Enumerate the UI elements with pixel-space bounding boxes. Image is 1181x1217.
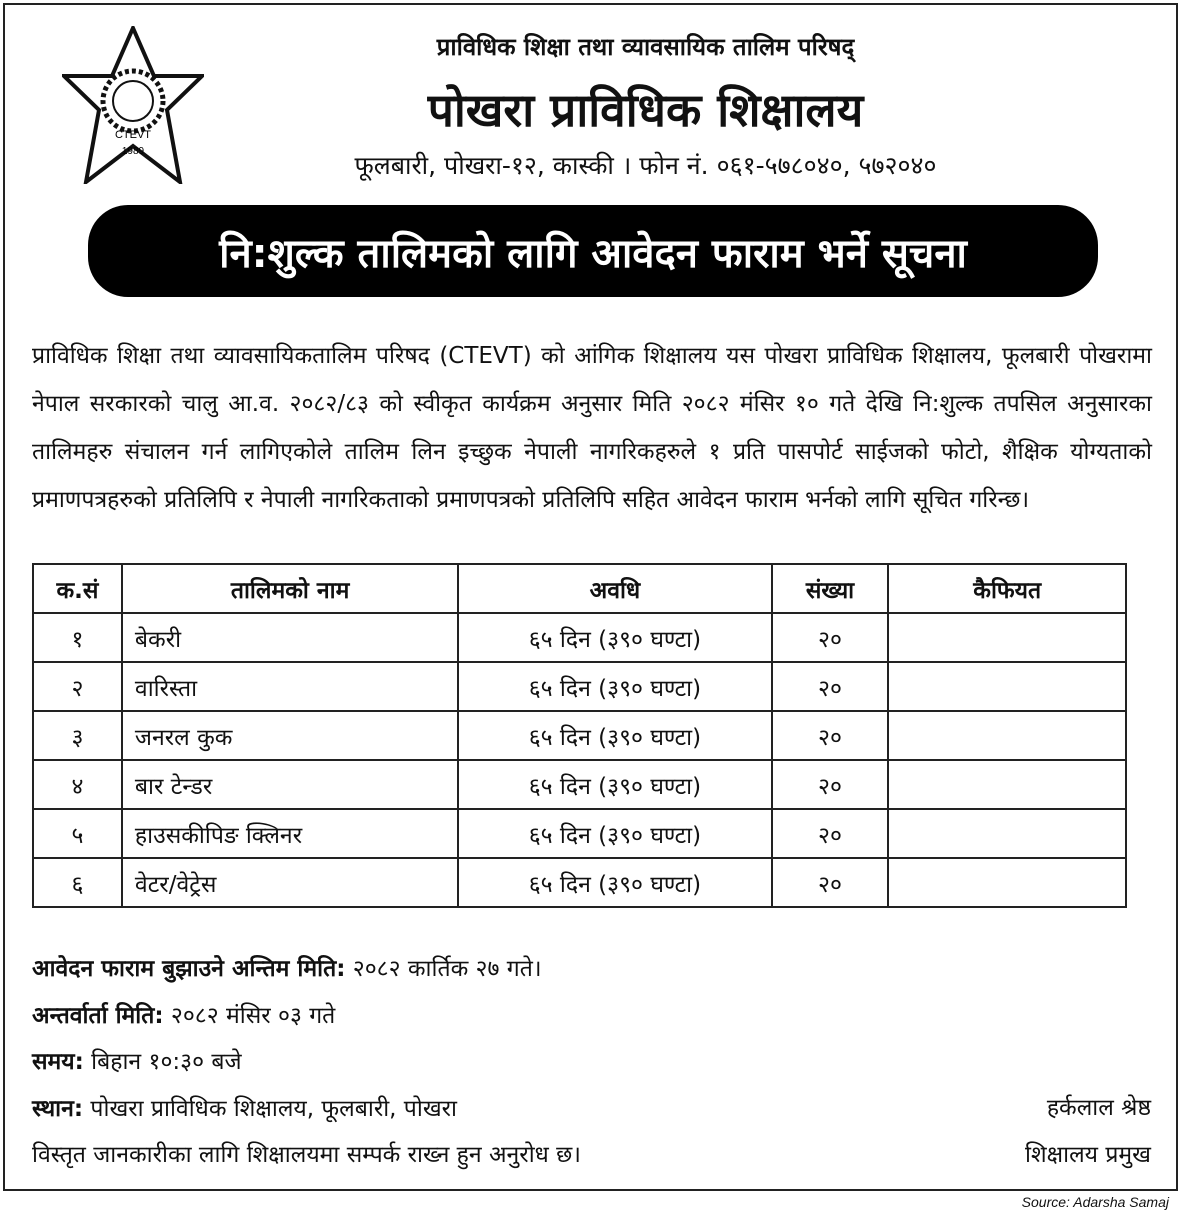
row-remarks	[888, 858, 1126, 907]
contact-line: विस्तृत जानकारीका लागि शिक्षालयमा सम्पर्क राख्न हुन अनुरोध छ।	[32, 1142, 581, 1168]
deadline-value: २०८२ कार्तिक २७ गते।	[345, 956, 542, 982]
row-sn: २	[33, 662, 122, 711]
table-header-row	[33, 564, 1126, 613]
row-duration: ६५ दिन (३९० घण्टा)	[458, 662, 771, 711]
row-duration: ६५ दिन (३९० घण्टा)	[458, 613, 771, 662]
deadline-line	[32, 946, 581, 993]
signatory-name: हर्कलाल श्रेष्ठ	[1046, 1095, 1151, 1121]
table-row	[33, 858, 1126, 907]
training-table	[32, 563, 1127, 908]
row-sn: ३	[33, 711, 122, 760]
time-value: बिहान १०:३० बजे	[83, 1049, 242, 1075]
row-sn: ६	[33, 858, 122, 907]
row-sn: ५	[33, 809, 122, 858]
place-label: स्थान:	[32, 1095, 84, 1122]
place-value: पोखरा प्राविधिक शिक्षालय, फूलबारी, पोखरा	[83, 1095, 457, 1122]
notice-title	[88, 205, 1098, 297]
row-count: २०	[772, 613, 889, 662]
interview-label: अन्तर्वार्ता मिति:	[32, 1002, 164, 1029]
council-name: प्राविधिक शिक्षा तथा व्यावसायिक तालिम परिषद्	[436, 33, 855, 61]
row-count: २०	[772, 760, 889, 809]
row-duration: ६५ दिन (३९० घण्टा)	[458, 760, 771, 809]
school-address: फूलबारी, पोखरा-१२, कास्की । फोन नं. ०६१-५७८०४०, ५७२०४०	[354, 151, 937, 180]
col-duration: अवधि	[458, 564, 771, 613]
table-row	[33, 662, 1126, 711]
time-line	[32, 1039, 581, 1086]
interview-value: २०८२ मंसिर ०३ गते	[163, 1002, 336, 1029]
notice-title-text: नि:शुल्क तालिमको लागि आवेदन फाराम भर्ने सूचना	[219, 230, 967, 277]
notice-body: प्राविधिक शिक्षा तथा व्यावसायिकतालिम परिषद (CTEVT) को आंगिक शिक्षालय यस पोखरा प्राविधिक शिक्षालय, फूलबारी पोखरामा नेपाल सरकारको चालु आ.व. २०८२/८३ को स्वीकृत कार्यक्रम अनुसार मिति २०८२ मंसिर १० गते देखि नि:शुल्क तपसिल अनुसारका तालिमहरु संचालन गर्न लागिएकोले तालिम लिन इच्छुक नेपाली नागरिकहरुले १ प्रति पासपोर्ट साईजको फोटो, शैक्षिक योग्यताको प्रमाणपत्रहरुको प्रतिलिपि र नेपाली नागरिकताको प्रमाणपत्रको प्रतिलिपि सहित आवेदन फाराम भर्नको लागि सूचित गरिन्छ।	[32, 343, 1152, 513]
row-name: जनरल कुक	[122, 711, 458, 760]
deadline-label: आवेदन फाराम बुझाउने अन्तिम मिति:	[32, 956, 346, 982]
col-count: संख्या	[772, 564, 889, 613]
col-remarks: कैफियत	[888, 564, 1126, 613]
row-duration: ६५ दिन (३९० घण्टा)	[458, 711, 771, 760]
row-count: २०	[772, 858, 889, 907]
row-remarks	[888, 613, 1126, 662]
school-name: पोखरा प्राविधिक शिक्षालय	[427, 83, 864, 137]
row-name: वेटर/वेट्रेस	[122, 858, 458, 907]
time-label: समय:	[32, 1049, 84, 1075]
row-name: हाउसकीपिङ क्लिनर	[122, 809, 458, 858]
col-name: तालिमको नाम	[122, 564, 458, 613]
table-row	[33, 711, 1126, 760]
interview-line	[32, 993, 581, 1040]
row-remarks	[888, 711, 1126, 760]
source-credit: Source: Adarsha Samaj	[1021, 1194, 1169, 1210]
row-remarks	[888, 662, 1126, 711]
row-count: २०	[772, 662, 889, 711]
row-sn: ४	[33, 760, 122, 809]
row-count: २०	[772, 711, 889, 760]
notice-footer	[32, 946, 581, 1179]
svg-text:1989: 1989	[121, 146, 145, 157]
place-line	[32, 1086, 581, 1133]
row-duration: ६५ दिन (३९० घण्टा)	[458, 858, 771, 907]
row-name: वारिस्ता	[122, 662, 458, 711]
row-remarks	[888, 809, 1126, 858]
table-row	[33, 809, 1126, 858]
svg-text:CTEVT: CTEVT	[114, 129, 152, 141]
row-duration: ६५ दिन (३९० घण्टा)	[458, 809, 771, 858]
row-name: बेकरी	[122, 613, 458, 662]
table-row	[33, 760, 1126, 809]
table-row	[33, 613, 1126, 662]
row-count: २०	[772, 809, 889, 858]
col-sn: क.सं	[33, 564, 122, 613]
row-name: बार टेन्डर	[122, 760, 458, 809]
row-remarks	[888, 760, 1126, 809]
signature-block	[1025, 1085, 1151, 1179]
signatory-designation: शिक्षालय प्रमुख	[1025, 1142, 1151, 1168]
row-sn: १	[33, 613, 122, 662]
